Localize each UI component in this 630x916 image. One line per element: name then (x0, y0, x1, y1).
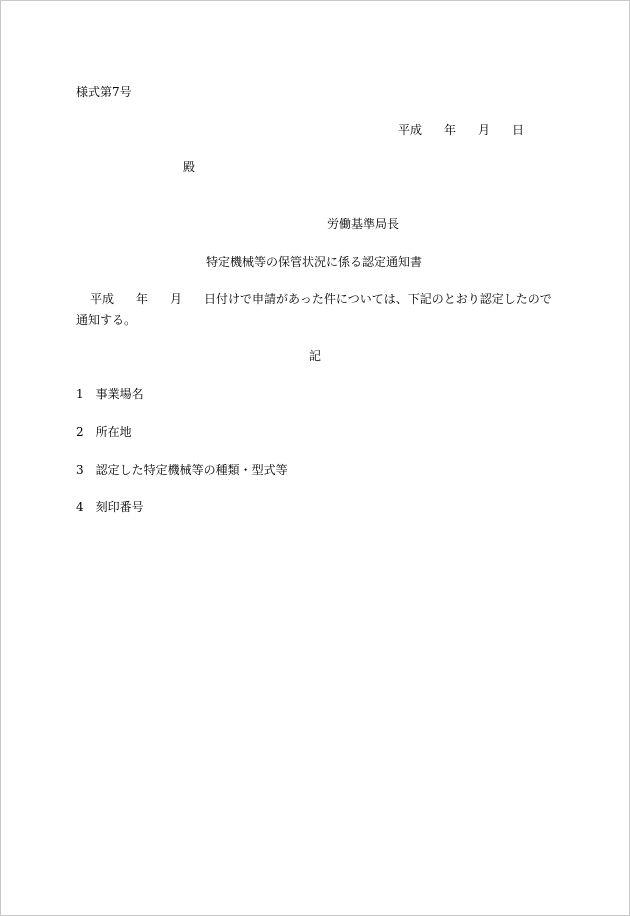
body-era: 平成 (90, 292, 115, 306)
issue-date-day: 日 (512, 123, 525, 137)
body-line-1 (90, 291, 552, 307)
issuer: 労働基準局長 (327, 217, 400, 231)
item-number: 3 (76, 463, 84, 477)
list-item (76, 424, 132, 440)
item-label: 所在地 (95, 425, 132, 439)
addressee-suffix: 殿 (183, 160, 196, 174)
issue-date-month: 月 (478, 123, 491, 137)
item-label: 事業場名 (95, 387, 144, 401)
item-number: 1 (76, 387, 84, 401)
list-item (76, 386, 144, 402)
issue-date-year: 年 (444, 123, 457, 137)
body-year: 年 (136, 292, 149, 306)
item-label: 認定した特定機械等の種類・型式等 (95, 463, 288, 477)
ki-heading: 記 (309, 349, 322, 363)
item-number: 2 (76, 425, 84, 439)
body-line-1-text: 日付けで申請があった件については、下記のとおり認定したので (204, 292, 552, 306)
issue-date (398, 122, 524, 138)
body-line-2: 通知する。 (76, 313, 137, 327)
list-item (76, 462, 288, 478)
item-number: 4 (76, 500, 84, 514)
item-label: 刻印番号 (95, 500, 144, 514)
list-item (76, 499, 144, 515)
form-number: 様式第7号 (76, 85, 132, 99)
document-title: 特定機械等の保管状況に係る認定通知書 (206, 255, 423, 269)
body-month: 月 (170, 292, 183, 306)
issue-date-era: 平成 (398, 123, 423, 137)
